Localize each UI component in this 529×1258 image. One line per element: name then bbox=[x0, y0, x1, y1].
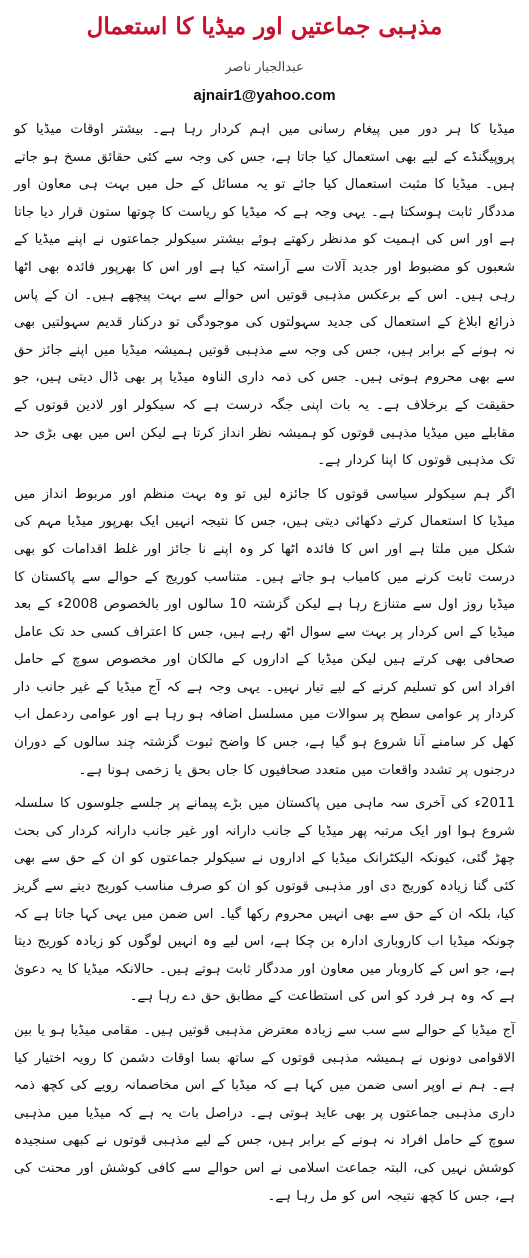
article-body bbox=[14, 116, 515, 1210]
paragraph-1: میڈیا کا ہر دور میں پیغام رسانی میں اہم کردار رہا ہے۔ بیشتر اوقات میڈیا کو پروپیگنڈے کے لیے بھی استعمال کیا جاتا ہے، جس کی وجہ سے کئی حقائق مسخ ہو جاتے ہیں۔ میڈیا کا مثبت استعمال کیا جائے تو یہ مسائل کے حل میں بہت ہی معاون اور مددگار ثابت ہوسکتا ہے۔ یہی وجہ ہے کہ میڈیا کو ریاست کا چوتھا ستون قرار دیا جاتا ہے اور اس کی اہمیت کو مدنظر رکھتے ہوئے بیشتر سیکولر جماعتوں نے اپنے میڈیا کے شعبوں کو مضبوط اور جدید آلات سے آراستہ کیا ہے اور اس کا بھرپور فائدہ بھی اٹھا رہی ہیں۔ اس کے برعکس مذہبی قوتیں اس حوالے سے بہت پیچھے ہیں۔ ان کے پاس ذرائع ابلاغ کے استعمال کی جدید سہولتوں کی موجودگی تو درکنار قدیم سہولتیں بھی نہ ہونے کے برابر ہیں، جس کی وجہ سے مذہبی قوتیں ہمیشہ میڈیا میں اپنے جائز حق سے بھی محروم ہوتی ہیں۔ جس کی ذمہ داری الناوہ میڈیا پر بھی ڈال دیتی ہیں، جو حقیقت کے برخلاف ہے۔ یہ بات اپنی جگہ درست ہے کہ سیکولر اور لادین قوتوں کے مقابلے میں میڈیا مذہبی قوتوں کو ہمیشہ نظر انداز کرتا ہے لیکن اس میں بھی بڑی حد تک مذہبی قوتوں کا اپنا کردار ہے۔ bbox=[14, 122, 515, 469]
author-name: عبدالجبار ناصر bbox=[225, 60, 304, 75]
article-title: مذہبی جماعتیں اور میڈیا کا استعمال bbox=[86, 13, 443, 40]
paragraph-3: 2011ء کی آخری سہ ماہی میں پاکستان میں بڑے پیمانے پر جلسے جلوسوں کا سلسلہ شروع ہوا اور ایک مرتبہ پھر میڈیا کے جانب دارانہ اور غیر جانب دارانہ کردار کی بحث چھڑ گئی، کیونکہ الیکٹرانک میڈیا کے اداروں نے سیکولر جماعتوں کو ان کے حق سے بھی کئی گنا زیادہ کوریج دی اور مذہبی قوتوں کو ان کو صرف مناسب کوریج دینے سے گریز کیا، بلکہ ان کے حق سے بھی انہیں محروم رکھا گیا۔ اس ضمن میں یہی کہا جاتا ہے کہ چونکہ میڈیا اب کاروباری ادارہ بن چکا ہے، اس لیے وہ انہیں لوگوں کو زیادہ کوریج دیتا ہے، جو اس کے کاروبار میں معاون اور مددگار ثابت ہوتے ہیں۔ حالانکہ میڈیا کا یہ دعویٰ ہے کہ وہ ہر فرد کو اس کی استطاعت کے مطابق حق دے رہا ہے۔ bbox=[14, 796, 515, 1005]
paragraph-4: آج میڈیا کے حوالے سے سب سے زیادہ معترض مذہبی قوتیں ہیں۔ مقامی میڈیا ہو یا بین الاقوامی دونوں نے ہمیشہ مذہبی قوتوں کے ساتھ بسا اوقات دشمن کا رویہ اختیار کیا ہے۔ ہم نے اوپر اسی ضمن میں کہا ہے کہ میڈیا کے اس مخاصمانہ رویے کی کچھ ذمہ داری مذہبی جماعتوں پر بھی عاید ہوتی ہے۔ دراصل بات یہ ہے کہ میڈیا میں مذہبی سوچ کے حامل افراد نہ ہونے کے برابر ہیں، جس کے لیے مذہبی قوتوں نے کبھی سنجیدہ کوشش نہیں کی، البتہ جماعت اسلامی نے اس حوالے سے کافی کوشش اور محنت کی ہے، جس کا کچھ نتیجہ اس کو مل رہا ہے۔ bbox=[14, 1023, 515, 1204]
author-email: ajnair1@yahoo.com bbox=[193, 87, 336, 104]
paragraph-2: اگر ہم سیکولر سیاسی قوتوں کا جائزہ لیں تو وہ بہت منظم اور مربوط انداز میں میڈیا کا استعمال کرتے دکھائی دیتی ہیں، جس کا نتیجہ انہیں ایک بھرپور میڈیا مہم کی شکل میں ملتا ہے اور اس کا فائدہ اٹھا کر وہ اپنے نا جائز اور غلط اقدامات کو بھی درست ثابت کرنے میں کامیاب ہو جاتے ہیں۔ متناسب کوریج کے حوالے سے پاکستان کا میڈیا روز اول سے متنازع رہا ہے لیکن گزشتہ 10 سالوں اور بالخصوص 2008ء کے بعد میڈیا کے اس کردار پر بہت سے سوال اٹھ رہے ہیں، جس کا اعتراف کسی حد تک عامل صحافی بھی کرتے ہیں لیکن میڈیا کے اداروں کے مالکان اور مخصوص سوچ کے حامل افراد اس کو تسلیم کرنے کے لیے تیار نہیں۔ یہی وجہ ہے کہ آج میڈیا کے غیر جانب دار کردار پر عوامی سطح پر سوالات میں مسلسل اضافہ ہو رہا ہے اور عوامی ردعمل اب کھل کر سامنے آنا شروع ہو گیا ہے، جس کا واضح ثبوت گزشتہ چند سالوں کے دوران درجنوں پر تشدد واقعات میں متعدد صحافیوں کا جاں بحق یا زخمی ہونا ہے۔ bbox=[14, 486, 516, 778]
